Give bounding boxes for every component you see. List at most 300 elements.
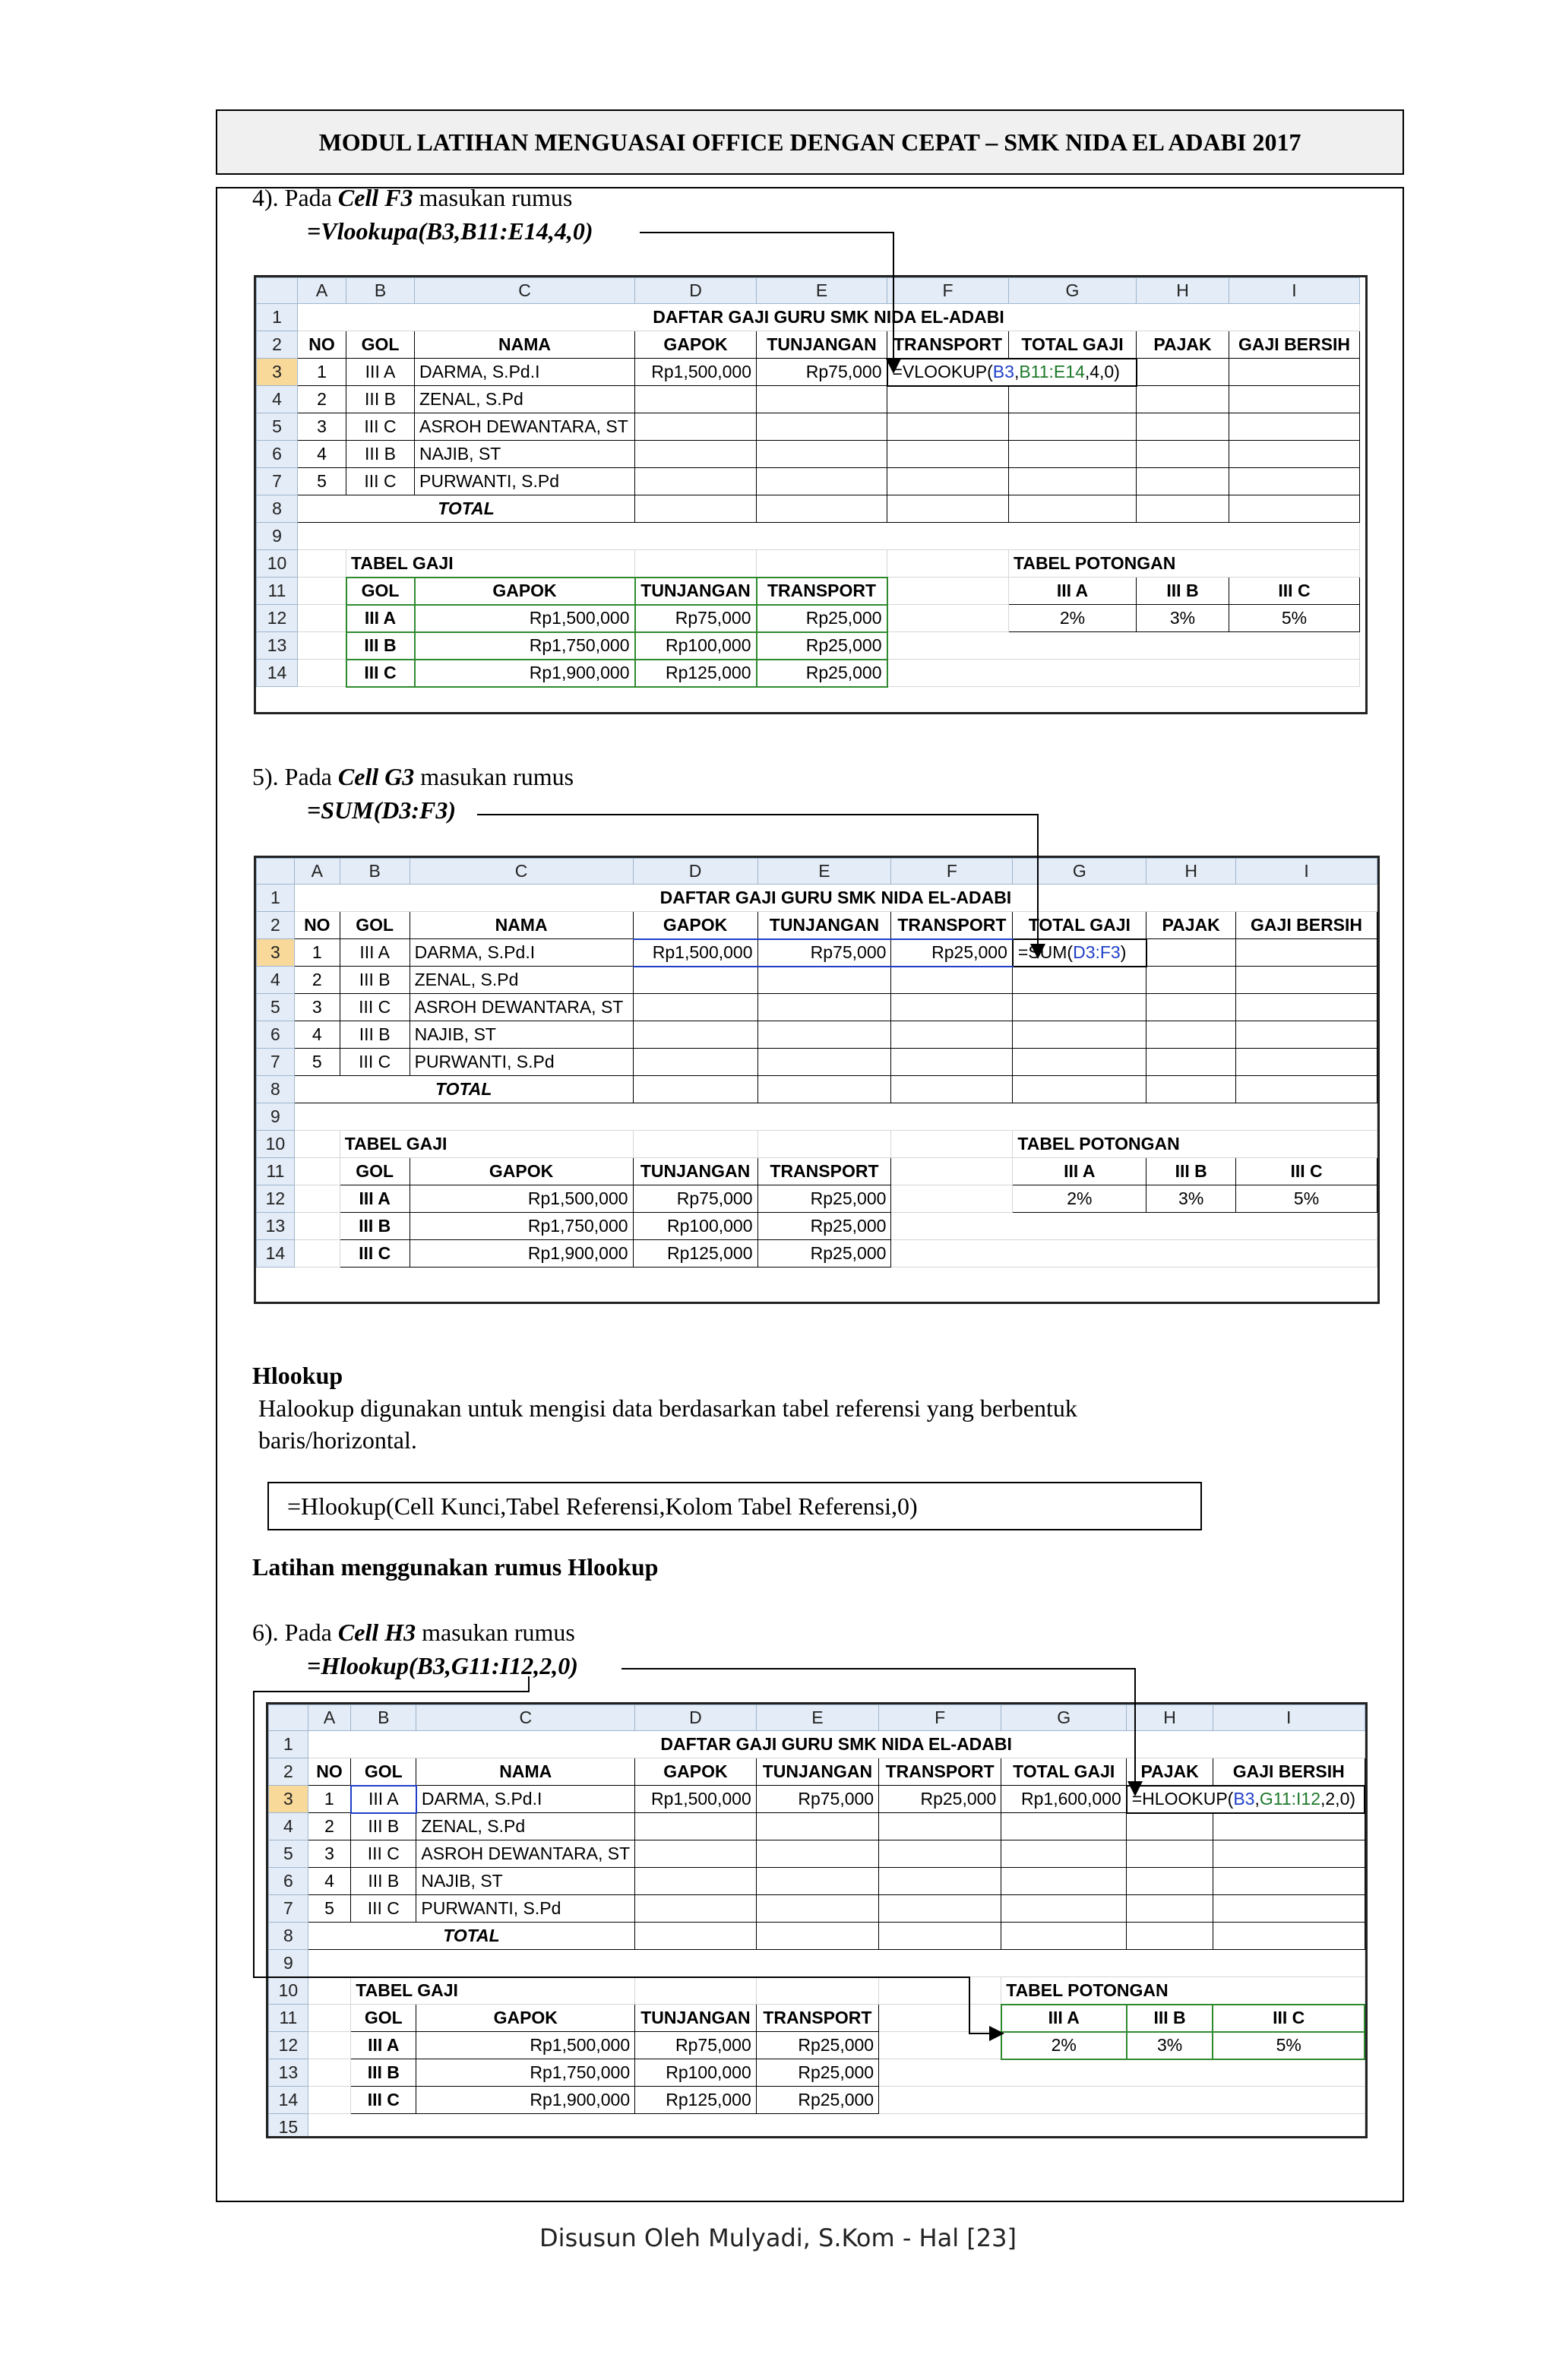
cell[interactable]: 3% bbox=[1146, 1185, 1236, 1213]
cell[interactable] bbox=[1001, 1868, 1127, 1895]
cell[interactable] bbox=[1013, 994, 1146, 1021]
cell[interactable]: III C bbox=[340, 994, 410, 1021]
cell[interactable] bbox=[891, 1076, 1013, 1103]
row-header[interactable]: 5 bbox=[257, 994, 295, 1021]
row-header-active[interactable]: 3 bbox=[269, 1786, 308, 1813]
cell[interactable] bbox=[757, 967, 891, 994]
header-cell[interactable]: GAPOK bbox=[635, 1758, 757, 1786]
cell[interactable] bbox=[1001, 1895, 1127, 1923]
row-header[interactable]: 8 bbox=[257, 495, 298, 523]
cell[interactable] bbox=[294, 1103, 1377, 1131]
cell[interactable]: 4 bbox=[298, 441, 346, 468]
cell[interactable]: Rp1,600,000 bbox=[1001, 1786, 1127, 1813]
cell[interactable] bbox=[1127, 1840, 1213, 1868]
cell[interactable]: Rp1,500,000 bbox=[635, 359, 757, 386]
cell[interactable]: Rp25,000 bbox=[757, 1185, 891, 1213]
cell[interactable] bbox=[1213, 1813, 1365, 1840]
cell[interactable] bbox=[757, 495, 887, 523]
cell[interactable] bbox=[1236, 1076, 1377, 1103]
cell[interactable] bbox=[1013, 1021, 1146, 1049]
cell[interactable] bbox=[891, 1021, 1013, 1049]
cell[interactable]: Rp1,500,000 bbox=[415, 605, 635, 632]
cell[interactable] bbox=[633, 967, 757, 994]
cell[interactable]: DARMA, S.Pd.I bbox=[415, 359, 635, 386]
cell[interactable]: 3 bbox=[308, 1840, 350, 1868]
cell[interactable] bbox=[1009, 468, 1137, 495]
col-header[interactable]: I bbox=[1229, 278, 1360, 304]
row-header[interactable]: 9 bbox=[257, 523, 298, 550]
cell[interactable]: III C bbox=[346, 468, 415, 495]
cell[interactable] bbox=[887, 632, 1360, 660]
cell[interactable] bbox=[1146, 1076, 1236, 1103]
header-cell[interactable]: TRANSPORT bbox=[756, 2005, 878, 2032]
header-cell[interactable]: GAJI BERSIH bbox=[1229, 331, 1360, 359]
cell[interactable] bbox=[298, 523, 1360, 550]
cell[interactable] bbox=[756, 1813, 878, 1840]
cell-b3[interactable]: III A bbox=[351, 1786, 416, 1813]
cell[interactable] bbox=[887, 386, 1009, 413]
cell[interactable]: ZENAL, S.Pd bbox=[410, 967, 633, 994]
header-cell[interactable]: PAJAK bbox=[1146, 912, 1236, 939]
row-header[interactable]: 8 bbox=[257, 1076, 295, 1103]
cell[interactable] bbox=[635, 1868, 757, 1895]
row-header[interactable]: 11 bbox=[257, 578, 298, 605]
cell[interactable]: 3 bbox=[298, 413, 346, 441]
cell[interactable] bbox=[891, 1158, 1013, 1185]
col-header[interactable]: E bbox=[757, 278, 887, 304]
cell[interactable] bbox=[635, 550, 757, 578]
cell[interactable]: 2 bbox=[308, 1813, 350, 1840]
cell[interactable] bbox=[294, 1158, 340, 1185]
header-cell[interactable]: TUNJANGAN bbox=[633, 1158, 757, 1185]
cell[interactable]: 3% bbox=[1137, 605, 1229, 632]
col-header[interactable]: B bbox=[351, 1705, 416, 1731]
row-header[interactable]: 2 bbox=[257, 331, 298, 359]
cell[interactable]: Rp1,900,000 bbox=[415, 660, 635, 687]
col-header[interactable]: G bbox=[1009, 278, 1137, 304]
cell[interactable]: Rp25,000 bbox=[757, 660, 887, 687]
cell[interactable]: III C bbox=[346, 660, 415, 687]
header-cell[interactable]: GAPOK bbox=[415, 578, 635, 605]
cell[interactable]: 5 bbox=[294, 1049, 340, 1076]
header-cell[interactable]: NO bbox=[298, 331, 346, 359]
cell[interactable] bbox=[633, 1076, 757, 1103]
row-header[interactable]: 1 bbox=[269, 1731, 308, 1758]
cell[interactable] bbox=[1009, 386, 1137, 413]
cell[interactable] bbox=[757, 386, 887, 413]
header-cell[interactable]: PAJAK bbox=[1137, 331, 1229, 359]
cell[interactable]: 2% bbox=[1001, 2032, 1127, 2059]
cell[interactable] bbox=[879, 2005, 1001, 2032]
total-label-cell[interactable]: TOTAL bbox=[298, 495, 635, 523]
cell-f3-editing[interactable]: =VLOOKUP(B3,B11:E14,4,0) bbox=[887, 359, 1137, 386]
col-header[interactable]: B bbox=[340, 859, 410, 885]
header-cell[interactable]: GOL bbox=[340, 1158, 410, 1185]
col-header[interactable]: C bbox=[416, 1705, 635, 1731]
row-header[interactable]: 4 bbox=[269, 1813, 308, 1840]
cell[interactable] bbox=[1137, 441, 1229, 468]
cell-b3[interactable]: III A bbox=[346, 359, 415, 386]
cell[interactable] bbox=[879, 2059, 1365, 2087]
cell[interactable] bbox=[635, 1895, 757, 1923]
cell[interactable] bbox=[891, 1185, 1013, 1213]
row-header[interactable]: 1 bbox=[257, 885, 295, 912]
cell[interactable] bbox=[308, 2087, 350, 2114]
cell[interactable] bbox=[757, 1021, 891, 1049]
cell[interactable]: PURWANTI, S.Pd bbox=[415, 468, 635, 495]
cell[interactable] bbox=[298, 605, 346, 632]
cell[interactable]: Rp1,750,000 bbox=[416, 2059, 635, 2087]
col-header[interactable]: D bbox=[635, 278, 757, 304]
row-header[interactable]: 12 bbox=[257, 1185, 295, 1213]
cell[interactable] bbox=[756, 1977, 878, 2005]
cell[interactable] bbox=[879, 1923, 1001, 1950]
cell[interactable]: 4 bbox=[294, 1021, 340, 1049]
row-header[interactable]: 5 bbox=[269, 1840, 308, 1868]
cell[interactable] bbox=[879, 1895, 1001, 1923]
cell[interactable]: III C bbox=[351, 2087, 416, 2114]
cell[interactable]: Rp75,000 bbox=[756, 1786, 878, 1813]
select-all-corner[interactable] bbox=[257, 278, 298, 304]
cell[interactable] bbox=[887, 468, 1009, 495]
header-cell[interactable]: GOL bbox=[351, 2005, 416, 2032]
sheet-title-cell[interactable]: DAFTAR GAJI GURU SMK NIDA EL-ADABI bbox=[298, 304, 1360, 331]
col-header[interactable]: D bbox=[633, 859, 757, 885]
cell[interactable]: Rp1,500,000 bbox=[416, 2032, 635, 2059]
col-header[interactable]: G bbox=[1001, 1705, 1127, 1731]
cell[interactable] bbox=[757, 994, 891, 1021]
cell[interactable]: 5% bbox=[1236, 1185, 1377, 1213]
cell[interactable]: III A bbox=[340, 1185, 410, 1213]
col-header[interactable]: F bbox=[891, 859, 1013, 885]
row-header[interactable]: 4 bbox=[257, 967, 295, 994]
cell[interactable]: 5 bbox=[298, 468, 346, 495]
row-header[interactable]: 11 bbox=[269, 2005, 308, 2032]
col-header[interactable]: A bbox=[308, 1705, 350, 1731]
header-cell[interactable]: GAPOK bbox=[635, 331, 757, 359]
cell[interactable]: Rp25,000 bbox=[879, 1786, 1001, 1813]
col-header[interactable]: C bbox=[415, 278, 635, 304]
cell[interactable] bbox=[1001, 1840, 1127, 1868]
col-header[interactable]: I bbox=[1213, 1705, 1365, 1731]
cell[interactable] bbox=[887, 495, 1009, 523]
cell[interactable]: Rp25,000 bbox=[757, 605, 887, 632]
cell[interactable]: III A bbox=[346, 605, 415, 632]
cell[interactable] bbox=[1229, 495, 1360, 523]
sheet-title-cell[interactable]: DAFTAR GAJI GURU SMK NIDA EL-ADABI bbox=[294, 885, 1377, 912]
col-header[interactable]: E bbox=[756, 1705, 878, 1731]
cell-h3-editing[interactable]: =HLOOKUP(B3,G11:I12,2,0) bbox=[1127, 1786, 1365, 1813]
cell[interactable] bbox=[887, 578, 1009, 605]
header-cell[interactable]: TUNJANGAN bbox=[757, 912, 891, 939]
header-cell[interactable]: III B bbox=[1127, 2005, 1213, 2032]
cell[interactable] bbox=[1229, 413, 1360, 441]
cell[interactable] bbox=[294, 1213, 340, 1240]
row-header-active[interactable]: 3 bbox=[257, 939, 295, 967]
header-cell[interactable]: TOTAL GAJI bbox=[1009, 331, 1137, 359]
select-all-corner[interactable] bbox=[269, 1705, 308, 1731]
cell[interactable] bbox=[1229, 359, 1360, 386]
cell[interactable] bbox=[1001, 1813, 1127, 1840]
cell[interactable] bbox=[1001, 1923, 1127, 1950]
cell[interactable] bbox=[298, 632, 346, 660]
cell[interactable] bbox=[879, 2087, 1365, 2114]
cell[interactable]: ASROH DEWANTARA, ST bbox=[416, 1840, 635, 1868]
cell[interactable]: DARMA, S.Pd.I bbox=[410, 939, 633, 967]
cell[interactable] bbox=[633, 1021, 757, 1049]
header-cell[interactable]: NO bbox=[308, 1758, 350, 1786]
cell[interactable] bbox=[757, 468, 887, 495]
cell[interactable]: NAJIB, ST bbox=[415, 441, 635, 468]
cell[interactable] bbox=[635, 1923, 757, 1950]
cell[interactable] bbox=[635, 441, 757, 468]
cell[interactable]: ASROH DEWANTARA, ST bbox=[415, 413, 635, 441]
row-header[interactable]: 2 bbox=[269, 1758, 308, 1786]
cell[interactable]: Rp75,000 bbox=[757, 359, 887, 386]
cell[interactable] bbox=[891, 1131, 1013, 1158]
tabel-potongan-title[interactable]: TABEL POTONGAN bbox=[1001, 1977, 1365, 2005]
cell[interactable] bbox=[1236, 1049, 1377, 1076]
header-cell[interactable]: TRANSPORT bbox=[757, 1158, 891, 1185]
cell[interactable]: Rp100,000 bbox=[635, 632, 757, 660]
header-cell[interactable]: III C bbox=[1213, 2005, 1365, 2032]
row-header[interactable]: 14 bbox=[257, 660, 298, 687]
header-cell[interactable]: GAPOK bbox=[416, 2005, 635, 2032]
row-header[interactable]: 9 bbox=[269, 1950, 308, 1977]
cell[interactable] bbox=[298, 550, 346, 578]
tabel-gaji-title[interactable]: TABEL GAJI bbox=[351, 1977, 635, 2005]
cell[interactable]: 5% bbox=[1229, 605, 1360, 632]
cell[interactable] bbox=[1213, 1840, 1365, 1868]
cell[interactable]: III A bbox=[340, 939, 410, 967]
cell[interactable]: III B bbox=[340, 1021, 410, 1049]
row-header[interactable]: 13 bbox=[269, 2059, 308, 2087]
cell[interactable]: Rp75,000 bbox=[635, 605, 757, 632]
cell[interactable]: Rp1,900,000 bbox=[410, 1240, 633, 1268]
cell[interactable] bbox=[1146, 1049, 1236, 1076]
cell[interactable] bbox=[1229, 441, 1360, 468]
header-cell[interactable]: GAPOK bbox=[633, 912, 757, 939]
cell[interactable] bbox=[308, 2059, 350, 2087]
header-cell[interactable]: GOL bbox=[351, 1758, 416, 1786]
header-cell[interactable]: NO bbox=[294, 912, 340, 939]
header-cell[interactable]: NAMA bbox=[410, 912, 633, 939]
cell[interactable] bbox=[1009, 413, 1137, 441]
cell[interactable] bbox=[308, 2005, 350, 2032]
row-header[interactable]: 7 bbox=[269, 1895, 308, 1923]
cell[interactable]: Rp25,000 bbox=[756, 2087, 878, 2114]
row-header[interactable]: 6 bbox=[257, 1021, 295, 1049]
cell[interactable]: 3% bbox=[1127, 2032, 1213, 2059]
cell[interactable] bbox=[756, 1923, 878, 1950]
header-cell[interactable]: GAJI BERSIH bbox=[1213, 1758, 1365, 1786]
cell[interactable] bbox=[1146, 967, 1236, 994]
cell[interactable]: Rp25,000 bbox=[756, 2059, 878, 2087]
row-header-active[interactable]: 3 bbox=[257, 359, 298, 386]
cell[interactable] bbox=[879, 1868, 1001, 1895]
cell[interactable] bbox=[1146, 939, 1236, 967]
header-cell[interactable]: III B bbox=[1137, 578, 1229, 605]
total-label-cell[interactable]: TOTAL bbox=[308, 1923, 634, 1950]
cell[interactable] bbox=[1137, 495, 1229, 523]
cell[interactable] bbox=[879, 2032, 1001, 2059]
cell[interactable] bbox=[294, 1240, 340, 1268]
header-cell[interactable]: III C bbox=[1236, 1158, 1377, 1185]
cell[interactable]: Rp75,000 bbox=[635, 2032, 757, 2059]
cell[interactable]: NAJIB, ST bbox=[410, 1021, 633, 1049]
cell[interactable]: 4 bbox=[308, 1868, 350, 1895]
cell[interactable] bbox=[879, 1813, 1001, 1840]
header-cell[interactable]: NAMA bbox=[416, 1758, 635, 1786]
col-header[interactable]: A bbox=[294, 859, 340, 885]
header-cell[interactable]: TUNJANGAN bbox=[635, 578, 757, 605]
col-header-active[interactable]: F bbox=[887, 278, 1009, 304]
row-header[interactable]: 10 bbox=[257, 1131, 295, 1158]
row-header[interactable]: 12 bbox=[269, 2032, 308, 2059]
cell[interactable] bbox=[1137, 468, 1229, 495]
cell[interactable]: ASROH DEWANTARA, ST bbox=[410, 994, 633, 1021]
cell[interactable]: III B bbox=[351, 1868, 416, 1895]
cell[interactable] bbox=[308, 2032, 350, 2059]
cell[interactable] bbox=[757, 1076, 891, 1103]
col-header[interactable]: E bbox=[757, 859, 891, 885]
cell[interactable]: ZENAL, S.Pd bbox=[415, 386, 635, 413]
cell[interactable] bbox=[635, 1813, 757, 1840]
tabel-gaji-title[interactable]: TABEL GAJI bbox=[346, 550, 635, 578]
cell[interactable] bbox=[1146, 994, 1236, 1021]
cell[interactable] bbox=[887, 605, 1009, 632]
cell[interactable] bbox=[633, 1131, 757, 1158]
row-header[interactable]: 5 bbox=[257, 413, 298, 441]
cell[interactable] bbox=[1127, 1895, 1213, 1923]
row-header[interactable]: 2 bbox=[257, 912, 295, 939]
row-header[interactable]: 7 bbox=[257, 1049, 295, 1076]
cell[interactable]: III C bbox=[351, 1840, 416, 1868]
col-header[interactable]: D bbox=[635, 1705, 757, 1731]
cell[interactable]: 3 bbox=[294, 994, 340, 1021]
cell[interactable] bbox=[1009, 495, 1137, 523]
cell[interactable]: Rp125,000 bbox=[635, 2087, 757, 2114]
cell[interactable] bbox=[757, 441, 887, 468]
row-header[interactable]: 4 bbox=[257, 386, 298, 413]
cell[interactable] bbox=[756, 1895, 878, 1923]
cell[interactable] bbox=[633, 994, 757, 1021]
header-cell[interactable]: TRANSPORT bbox=[879, 1758, 1001, 1786]
cell[interactable]: 2 bbox=[294, 967, 340, 994]
header-cell[interactable]: TOTAL GAJI bbox=[1013, 912, 1146, 939]
cell[interactable]: Rp125,000 bbox=[633, 1240, 757, 1268]
header-cell[interactable]: TRANSPORT bbox=[887, 331, 1009, 359]
cell[interactable]: Rp100,000 bbox=[635, 2059, 757, 2087]
col-header[interactable]: C bbox=[410, 859, 633, 885]
tabel-potongan-title[interactable]: TABEL POTONGAN bbox=[1009, 550, 1360, 578]
row-header[interactable]: 11 bbox=[257, 1158, 295, 1185]
cell[interactable] bbox=[635, 1977, 757, 2005]
row-header[interactable]: 13 bbox=[257, 1213, 295, 1240]
row-header[interactable]: 10 bbox=[257, 550, 298, 578]
header-cell[interactable]: III C bbox=[1229, 578, 1360, 605]
header-cell[interactable]: III A bbox=[1013, 1158, 1146, 1185]
cell[interactable]: III B bbox=[340, 967, 410, 994]
cell[interactable]: NAJIB, ST bbox=[416, 1868, 635, 1895]
row-header[interactable]: 9 bbox=[257, 1103, 295, 1131]
cell[interactable]: III A bbox=[351, 2032, 416, 2059]
header-cell[interactable]: GAPOK bbox=[410, 1158, 633, 1185]
cell[interactable] bbox=[1137, 359, 1229, 386]
header-cell[interactable]: NAMA bbox=[415, 331, 635, 359]
header-cell[interactable]: GAJI BERSIH bbox=[1236, 912, 1377, 939]
cell[interactable]: 2% bbox=[1009, 605, 1137, 632]
sheet-title-cell[interactable]: DAFTAR GAJI GURU SMK NIDA EL-ADABI bbox=[308, 1731, 1365, 1758]
row-header[interactable]: 6 bbox=[269, 1868, 308, 1895]
cell[interactable] bbox=[1127, 1868, 1213, 1895]
cell[interactable]: DARMA, S.Pd.I bbox=[416, 1786, 635, 1813]
cell[interactable] bbox=[1137, 413, 1229, 441]
col-header[interactable]: H bbox=[1137, 278, 1229, 304]
row-header[interactable]: 10 bbox=[269, 1977, 308, 2005]
cell[interactable]: ZENAL, S.Pd bbox=[416, 1813, 635, 1840]
col-header[interactable]: B bbox=[346, 278, 415, 304]
cell[interactable]: III C bbox=[351, 1895, 416, 1923]
cell[interactable] bbox=[1236, 1021, 1377, 1049]
cell[interactable] bbox=[1229, 386, 1360, 413]
header-cell[interactable]: TRANSPORT bbox=[891, 912, 1013, 939]
header-cell[interactable]: III B bbox=[1146, 1158, 1236, 1185]
cell[interactable] bbox=[1013, 967, 1146, 994]
header-cell[interactable]: TRANSPORT bbox=[757, 578, 887, 605]
header-cell[interactable]: TUNJANGAN bbox=[757, 331, 887, 359]
row-header[interactable]: 1 bbox=[257, 304, 298, 331]
cell[interactable]: PURWANTI, S.Pd bbox=[416, 1895, 635, 1923]
cell[interactable]: PURWANTI, S.Pd bbox=[410, 1049, 633, 1076]
cell[interactable] bbox=[633, 1049, 757, 1076]
cell[interactable] bbox=[294, 1131, 340, 1158]
cell[interactable] bbox=[1013, 1049, 1146, 1076]
cell[interactable] bbox=[635, 468, 757, 495]
cell[interactable]: Rp75,000 bbox=[757, 939, 891, 967]
header-cell[interactable]: GOL bbox=[346, 578, 415, 605]
cell[interactable] bbox=[757, 413, 887, 441]
tabel-potongan-title[interactable]: TABEL POTONGAN bbox=[1013, 1131, 1377, 1158]
cell[interactable] bbox=[891, 1240, 1377, 1268]
header-cell[interactable]: GOL bbox=[340, 912, 410, 939]
col-header[interactable]: H bbox=[1146, 859, 1236, 885]
col-header[interactable]: F bbox=[879, 1705, 1001, 1731]
cell[interactable]: Rp125,000 bbox=[635, 660, 757, 687]
cell[interactable] bbox=[1213, 1923, 1365, 1950]
cell[interactable]: 2% bbox=[1013, 1185, 1146, 1213]
cell[interactable] bbox=[891, 994, 1013, 1021]
cell[interactable] bbox=[887, 550, 1009, 578]
cell[interactable] bbox=[1236, 967, 1377, 994]
cell[interactable]: 2 bbox=[298, 386, 346, 413]
cell[interactable]: 1 bbox=[298, 359, 346, 386]
cell[interactable] bbox=[757, 1131, 891, 1158]
cell[interactable] bbox=[308, 1950, 1365, 1977]
cell[interactable] bbox=[635, 386, 757, 413]
cell[interactable]: Rp25,000 bbox=[757, 1213, 891, 1240]
cell-g3-editing[interactable]: =SUM(D3:F3) bbox=[1013, 939, 1146, 967]
cell[interactable]: III B bbox=[351, 1813, 416, 1840]
cell[interactable]: III C bbox=[340, 1240, 410, 1268]
cell[interactable]: Rp1,500,000 bbox=[410, 1185, 633, 1213]
total-label-cell[interactable]: TOTAL bbox=[294, 1076, 633, 1103]
cell[interactable]: Rp25,000 bbox=[891, 939, 1013, 967]
cell[interactable] bbox=[298, 660, 346, 687]
cell[interactable]: Rp1,500,000 bbox=[635, 1786, 757, 1813]
cell[interactable] bbox=[298, 578, 346, 605]
cell[interactable]: Rp100,000 bbox=[633, 1213, 757, 1240]
